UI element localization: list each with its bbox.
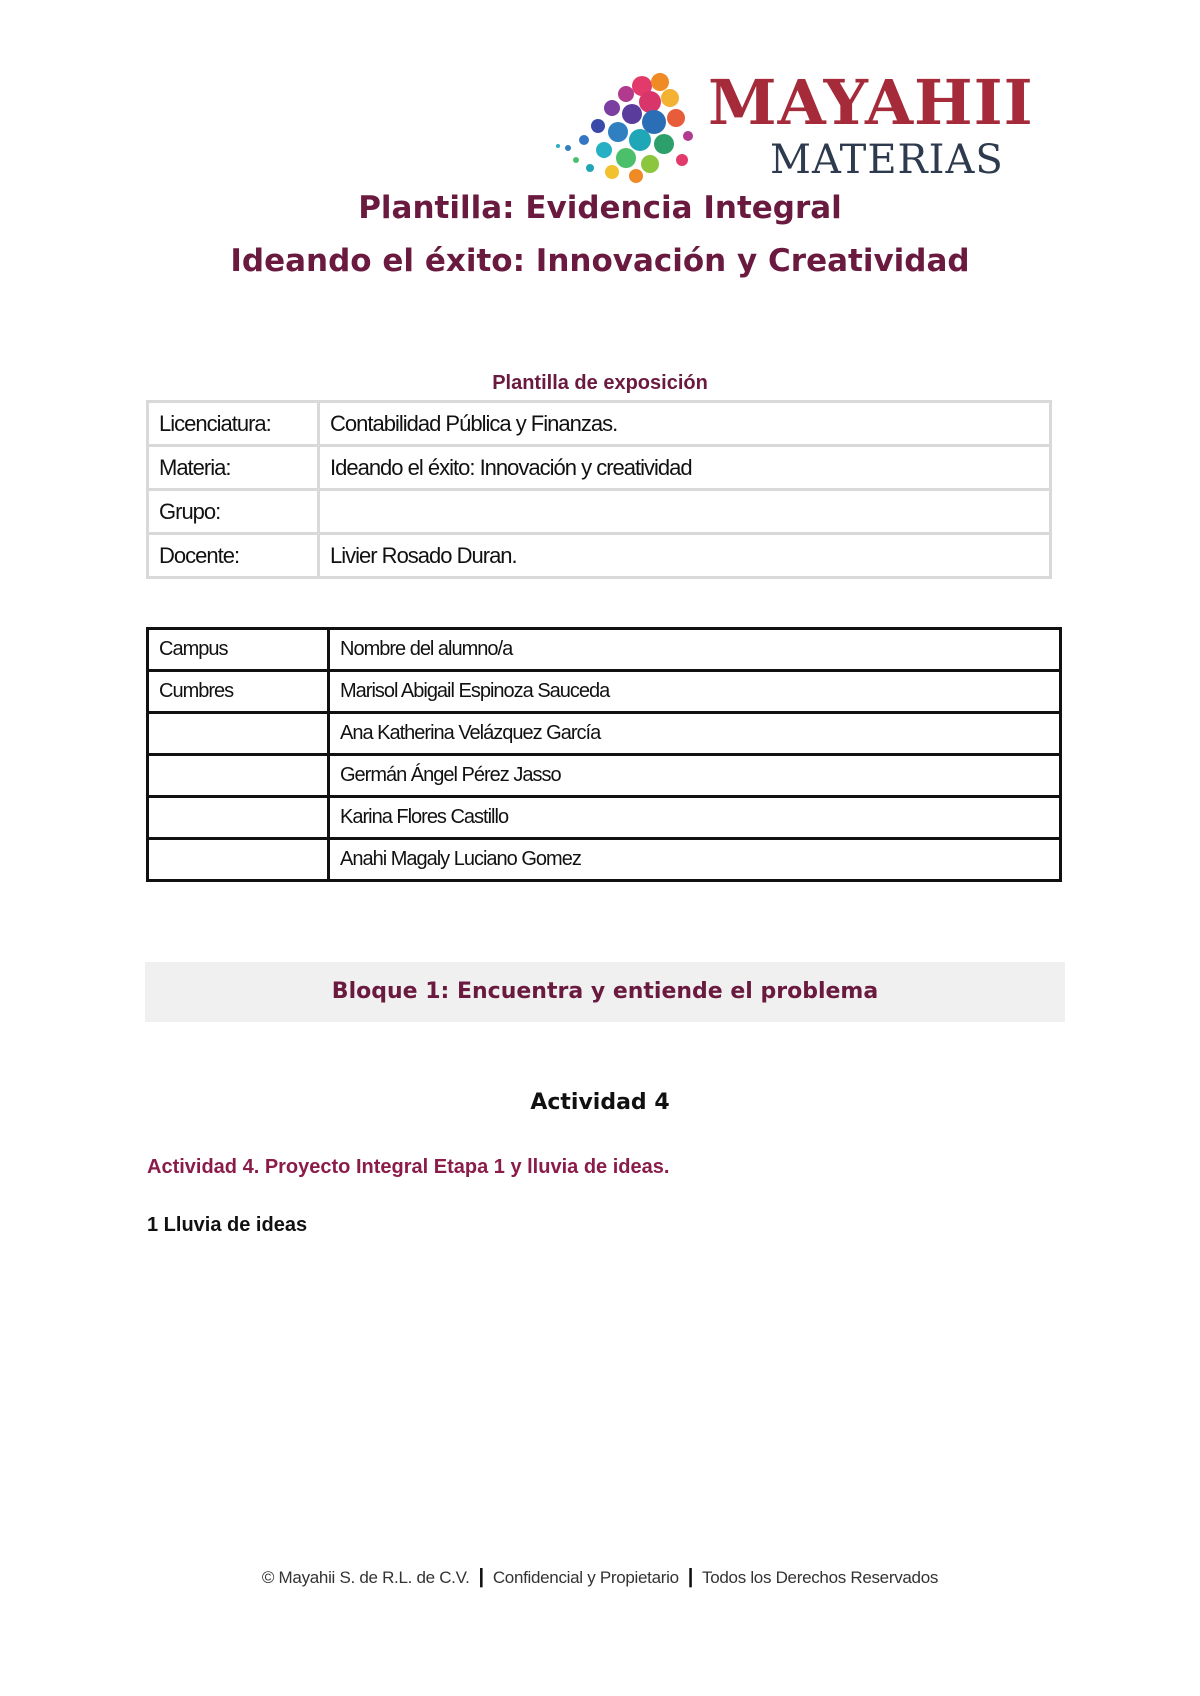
- brand-logo: [550, 68, 1060, 186]
- campus-cell: [148, 839, 329, 881]
- colorful-head-icon: [550, 68, 700, 186]
- info-value: Contabilidad Pública y Finanzas.: [319, 402, 1051, 446]
- campus-header: Campus: [148, 629, 329, 671]
- name-header: Nombre del alumno/a: [329, 629, 1061, 671]
- campus-cell: [148, 797, 329, 839]
- brainstorm-heading: 1 Lluvia de ideas: [147, 1214, 308, 1236]
- info-table-caption: Plantilla de exposición: [492, 372, 708, 394]
- document-title: Plantilla: Evidencia Integral: [358, 190, 842, 226]
- table-row: [148, 839, 1061, 881]
- section-banner: Bloque 1: Encuentra y entiende el problema: [145, 962, 1065, 1022]
- brand-sub: MATERIAS: [770, 137, 1004, 183]
- info-label: Licenciatura:: [148, 402, 319, 446]
- table-header-row: [148, 629, 1061, 671]
- footer-separator: |: [687, 1566, 694, 1588]
- table-row: [148, 402, 1051, 446]
- document-subtitle: Ideando el éxito: Innovación y Creatividad: [230, 243, 970, 279]
- student-name-cell: Germán Ángel Pérez Jasso: [329, 755, 1061, 797]
- student-name-cell: Ana Katherina Velázquez García: [329, 713, 1061, 755]
- student-name-cell: Anahi Magaly Luciano Gomez: [329, 839, 1061, 881]
- footer-copyright: © Mayahii S. de R.L. de C.V.: [261, 1568, 470, 1587]
- table-row: [148, 713, 1061, 755]
- info-value: Livier Rosado Duran.: [319, 534, 1051, 578]
- table-row: [148, 671, 1061, 713]
- student-name-cell: Marisol Abigail Espinoza Sauceda: [329, 671, 1061, 713]
- table-row: [148, 446, 1051, 490]
- info-table: [146, 400, 1052, 579]
- activity-heading: Actividad 4: [530, 1090, 670, 1115]
- footer: [0, 1566, 1200, 1589]
- info-label: Grupo:: [148, 490, 319, 534]
- footer-confidential: Confidencial y Propietario: [492, 1568, 679, 1587]
- campus-cell: [148, 713, 329, 755]
- info-value: [319, 490, 1051, 534]
- campus-cell: Cumbres: [148, 671, 329, 713]
- brand-name: MAYAHII: [708, 66, 1034, 139]
- campus-cell: [148, 755, 329, 797]
- info-label: Materia:: [148, 446, 319, 490]
- activity-subheading: Actividad 4. Proyecto Integral Etapa 1 y lluvia de ideas.: [147, 1156, 670, 1178]
- student-name-cell: Karina Flores Castillo: [329, 797, 1061, 839]
- table-row: [148, 490, 1051, 534]
- footer-rights: Todos los Derechos Reservados: [702, 1568, 939, 1587]
- info-value: Ideando el éxito: Innovación y creatividad: [319, 446, 1051, 490]
- table-row: [148, 797, 1061, 839]
- student-table: [146, 627, 1062, 882]
- info-label: Docente:: [148, 534, 319, 578]
- table-row: [148, 534, 1051, 578]
- footer-separator: |: [478, 1566, 484, 1588]
- table-row: [148, 755, 1061, 797]
